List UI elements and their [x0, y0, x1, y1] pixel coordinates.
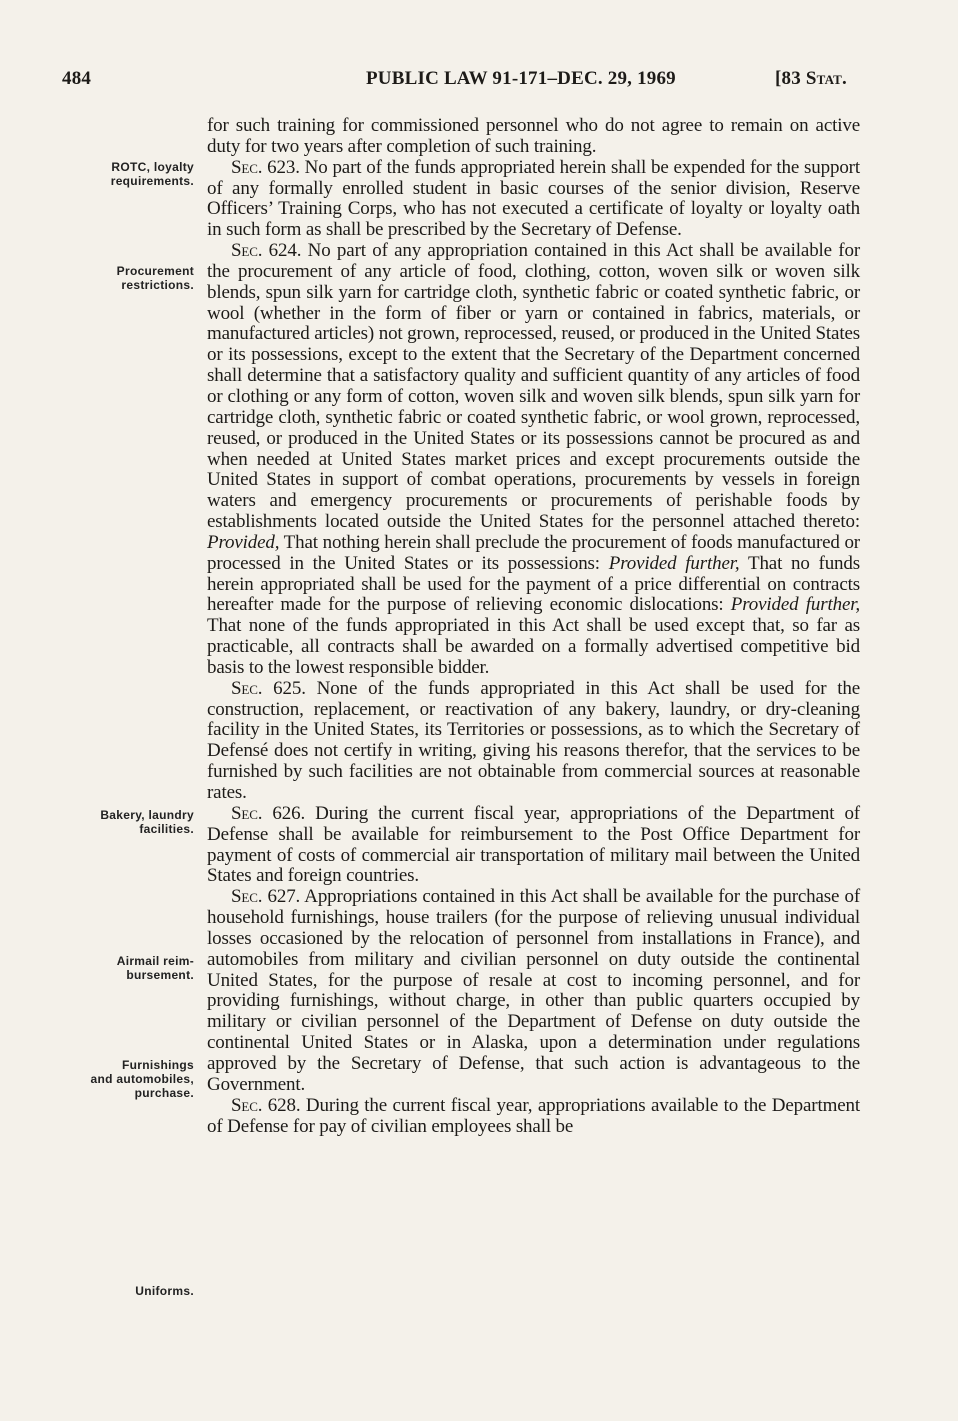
margin-note-airmail — [52, 954, 194, 982]
section-text: 623. No part of the funds appropriated herein shall be expended for the support of any formally enrolled student in basic courses of the senior division, Reserve Officers’ Training Corps, who has not executed a certificate of loyalty or loyalty oath in such form as shall be prescribed by the Secretary of Defense. — [207, 156, 860, 241]
margin-note-furnishings — [52, 1058, 194, 1100]
section-626 — [207, 804, 860, 887]
section-label: Sec. — [231, 156, 263, 178]
section-text: 626. During the current fiscal year, appropriations of the Department of Defense shall be available for reimbursement to the Post Office Department for payment of costs of commercial air transportation of military mail between the United States and foreign countries. — [207, 802, 860, 887]
section-text: 624. No part of any appropriation contained in this Act shall be available for the procurement of any article of food, clothing, cotton, woven silk or woven silk blends, spun silk yarn for cartridge cloth, synthetic fabric or coated synthetic fabric, or wool (whether in the form of fiber or yarn or contained in fabrics, materials, or manufactured articles) not grown, reprocessed, reused, or produced in the United States or its possessions, except to the extent that the Secretary of the Department concerned shall determine that a satisfactory quality and sufficient quantity of any articles of food or clothing or any form of cotton, woven silk and woven silk blends, spun silk yarn for cartridge cloth, synthetic fabric or coated synthetic fabric, or wool grown, reprocessed, reused, or produced in the United States or its possessions cannot be procured as and when needed at United States market prices and except procurements outside the United States in support of combat operations, procurements by vessels in foreign waters and emergency procurements or procurements of perishable foods by establishments located outside the United States for the personnel attached thereto: — [207, 240, 860, 533]
section-text: That no funds herein appropriated shall be used for the payment of a price differential on contracts hereafter made for the purpose of relieving economic dislocations: — [207, 552, 860, 616]
section-text: 627. Appropriations contained in this Act shall be available for the purchase of household furnishings, house trailers (for the purpose of relieving unusual individual losses occasioned by the relocation of personnel from installations in France), and automobiles from military and civilian personnel on duty outside the continental United States, for the purpose of resale at cost to incoming personnel, and for providing furnishings, without charge, in other than public quarters occupied by military or civilian personnel of the Department of Defense on duty outside the continental United States or in Alaska, upon a determination under regulations approved by the Secretary of Defense, that such action is advantageous to the Government. — [207, 886, 860, 1095]
section-text: 625. None of the funds appropriated in this Act shall be used for the construction, replacement, or reactivation of any bakery, laundry, or dry-cleaning facility in the United States, its Territories or possessions, as to which the Secretary of Defensé does not certify in writing, giving his reasons therefor, that the services to be furnished by such facilities are not obtainable from commercial sources at reasonable rates. — [207, 677, 860, 803]
proviso-italic: Provided further, — [608, 552, 740, 574]
section-text: That none of the funds appropriated in this Act shall be used except that, so far as practicable, all contracts shall be awarded on a formally advertised competitive bid basis to the lowest responsible bidder. — [207, 615, 860, 678]
section-label: Sec. — [231, 802, 263, 824]
proviso-italic: Provided further, — [730, 594, 860, 616]
section-label: Sec. — [231, 1094, 263, 1116]
margin-note-line: requirements. — [110, 174, 194, 188]
statute-word: Stat. — [805, 68, 848, 89]
proviso-italic: Provided, — [207, 531, 280, 553]
section-625 — [207, 679, 860, 804]
section-text: 628. During the current fiscal year, appropriations available to the Department of Defense for pay of civilian employees shall be — [207, 1094, 860, 1137]
margin-note-bakery — [52, 808, 194, 836]
section-623 — [207, 158, 860, 241]
section-628 — [207, 1096, 860, 1138]
section-label: Sec. — [231, 886, 263, 908]
section-627 — [207, 887, 860, 1095]
section-label: Sec. — [231, 240, 263, 262]
paragraph-continuation: for such training for commissioned personnel who do not agree to remain on active duty for two years after completion of such training. — [207, 115, 860, 157]
margin-note-line: purchase. — [134, 1086, 194, 1100]
margin-note-procurement — [52, 264, 194, 292]
margin-note-line: Bakery, laundry — [100, 808, 194, 822]
section-label: Sec. — [231, 677, 263, 699]
margin-note-uniforms — [52, 1284, 194, 1298]
section-624 — [207, 241, 860, 679]
statute-reference — [775, 68, 847, 90]
margin-note-line: Procurement — [116, 264, 194, 278]
margin-note-line: facilities. — [139, 822, 194, 836]
statute-prefix: [83 — [775, 68, 806, 89]
margin-note-line: bursement. — [126, 968, 194, 982]
margin-note-line: restrictions. — [121, 278, 194, 292]
margin-note-line: Furnishings — [122, 1058, 194, 1072]
page-number: 484 — [62, 68, 92, 89]
running-header-title: PUBLIC LAW 91-171–DEC. 29, 1969 — [366, 68, 676, 89]
margin-note-line: and automobiles, — [90, 1072, 194, 1086]
margin-note-line: ROTC, loyalty — [111, 160, 194, 174]
margin-note-line: Uniforms. — [135, 1284, 194, 1298]
margin-note-line: Airmail reim- — [116, 954, 194, 968]
body-text — [207, 116, 860, 1137]
section-text: That nothing herein shall preclude the procurement of foods manufactured or processed in the United States or its possessions: — [207, 531, 860, 574]
margin-note-rotc — [52, 160, 194, 188]
